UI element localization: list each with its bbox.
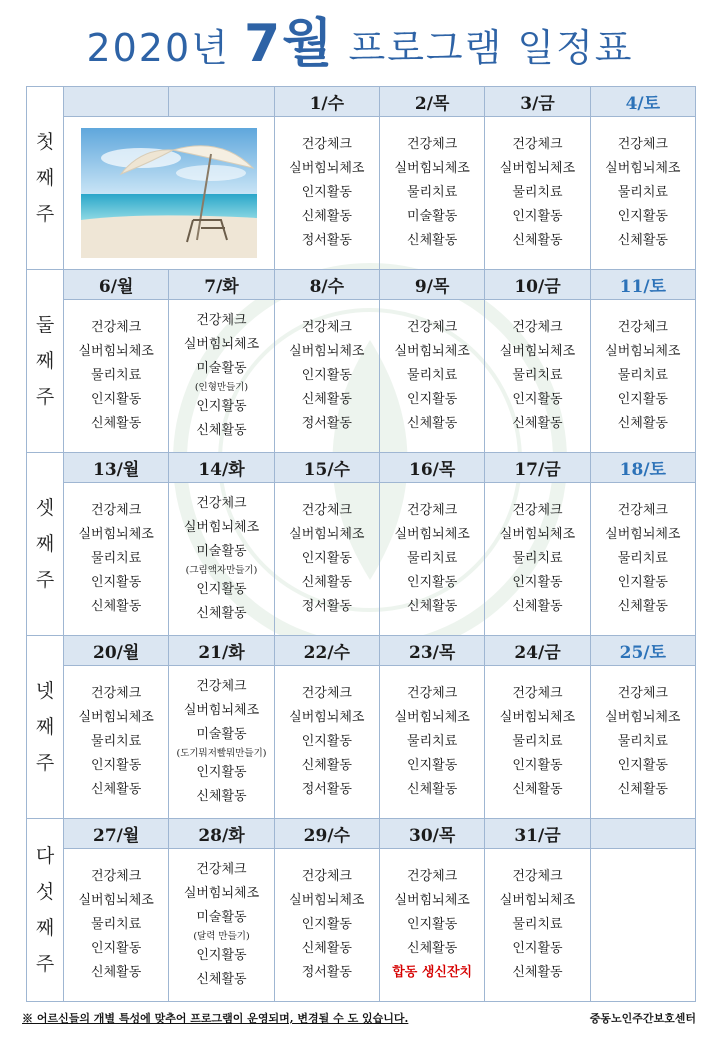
- activity-item: 인지활동: [512, 575, 563, 590]
- date-header: 25/토: [590, 636, 695, 666]
- activity-item: 물리치료: [512, 368, 563, 383]
- activity-item: 인지활동: [91, 758, 142, 773]
- week-label-char: 째: [35, 350, 55, 372]
- day-activities-cell: [64, 483, 169, 636]
- activity-item: 실버힘뇌체조: [499, 710, 576, 725]
- date-header: 22/수: [274, 636, 379, 666]
- activity-item: 정서활동: [301, 965, 352, 980]
- day-activities-cell: [379, 483, 484, 636]
- day-activities-cell: [274, 849, 379, 1002]
- activity-item: 인지활동: [617, 575, 668, 590]
- activity-item: 인지활동: [617, 392, 668, 407]
- activity-item: 건강체크: [617, 686, 668, 701]
- activity-item: 실버힘뇌체조: [183, 520, 260, 535]
- activity-item: 실버힘뇌체조: [499, 893, 576, 908]
- activity-item: 건강체크: [512, 503, 563, 518]
- day-activities-cell: [274, 666, 379, 819]
- activity-item: 신체활동: [196, 972, 247, 987]
- activity-item: 실버힘뇌체조: [394, 527, 470, 542]
- title-month: 7월: [243, 14, 335, 74]
- activity-item: (인형만들기): [194, 382, 249, 393]
- activity-item: 건강체크: [91, 503, 142, 518]
- activity-item: 실버힘뇌체조: [394, 161, 470, 176]
- activity-item: 신체활동: [301, 575, 352, 590]
- week-label-char: 째: [35, 533, 55, 555]
- week-activities-row: [27, 666, 696, 819]
- activity-item: 신체활동: [512, 599, 563, 614]
- date-header: 1/수: [274, 87, 379, 117]
- week-header-row: [27, 87, 696, 117]
- footer-organization: 중동노인주간보호센터: [589, 1012, 696, 1025]
- week-label-char: 째: [35, 167, 55, 189]
- activity-item: 인지활동: [301, 734, 352, 749]
- activity-item: 신체활동: [407, 233, 458, 248]
- day-activities-cell: [64, 117, 275, 270]
- day-activities-cell: [590, 117, 695, 270]
- activity-item: 미술활동: [196, 727, 247, 742]
- activity-item: 물리치료: [512, 917, 563, 932]
- activity-item: 신체활동: [91, 965, 142, 980]
- week-label-char: 셋: [35, 497, 55, 519]
- activity-item: 인지활동: [301, 917, 352, 932]
- week-label-char: 주: [35, 386, 55, 408]
- activity-item: 실버힘뇌체조: [605, 527, 681, 542]
- activity-item: 인지활동: [407, 392, 458, 407]
- day-activities-cell: [590, 483, 695, 636]
- activity-item: 신체활동: [301, 758, 352, 773]
- date-header: 8/수: [274, 270, 379, 300]
- activity-item: 물리치료: [512, 551, 563, 566]
- activity-item: 인지활동: [617, 209, 668, 224]
- activity-item: 물리치료: [617, 734, 668, 749]
- day-activities-cell: [485, 849, 590, 1002]
- activity-item: 건강체크: [512, 869, 563, 884]
- activity-item: 물리치료: [91, 734, 142, 749]
- week-activities-row: [27, 117, 696, 270]
- activity-item: 실버힘뇌체조: [183, 703, 260, 718]
- activity-item: 인지활동: [512, 209, 563, 224]
- activity-item: 신체활동: [617, 599, 668, 614]
- activity-item: 신체활동: [301, 209, 352, 224]
- activity-item: (달력 만들기): [193, 931, 250, 942]
- activity-item: 건강체크: [301, 503, 352, 518]
- activity-item: 물리치료: [617, 551, 668, 566]
- activity-item: 미술활동: [196, 361, 247, 376]
- activity-item: 실버힘뇌체조: [605, 344, 681, 359]
- activity-item: 인지활동: [512, 941, 563, 956]
- day-activities-cell: [379, 666, 484, 819]
- activity-item: 신체활동: [196, 606, 247, 621]
- date-header: 16/목: [379, 453, 484, 483]
- week-label-char: 주: [35, 203, 55, 225]
- page-title: [0, 14, 720, 74]
- activity-item: 실버힘뇌체조: [289, 161, 365, 176]
- week-header-row: [27, 636, 696, 666]
- date-header: 29/수: [274, 819, 379, 849]
- activity-item: 건강체크: [301, 686, 352, 701]
- activity-item: 건강체크: [407, 503, 458, 518]
- day-activities-cell: [169, 849, 274, 1002]
- activity-item: 신체활동: [512, 233, 563, 248]
- activity-item: 건강체크: [196, 862, 247, 877]
- activity-item: 정서활동: [301, 782, 352, 797]
- activity-item: 인지활동: [91, 941, 142, 956]
- activity-item: 물리치료: [512, 185, 563, 200]
- date-header: 21/화: [169, 636, 274, 666]
- day-activities-cell: [379, 849, 484, 1002]
- activity-item: 미술활동: [407, 209, 458, 224]
- date-header: 18/토: [590, 453, 695, 483]
- week-label-char: 둘: [35, 314, 55, 336]
- activity-item: 신체활동: [91, 416, 142, 431]
- activity-item: 실버힘뇌체조: [289, 893, 365, 908]
- date-header: 14/화: [169, 453, 274, 483]
- date-header: 24/금: [485, 636, 590, 666]
- activity-item: 인지활동: [196, 399, 247, 414]
- activity-item: 건강체크: [301, 869, 352, 884]
- week-header-row: [27, 819, 696, 849]
- day-activities-cell: [64, 300, 169, 453]
- week-label: [27, 819, 64, 1002]
- date-header: [590, 819, 695, 849]
- activity-item: 건강체크: [196, 679, 247, 694]
- activity-item: 실버힘뇌체조: [183, 337, 260, 352]
- activity-item: 신체활동: [617, 233, 668, 248]
- date-header: 30/목: [379, 819, 484, 849]
- week-label: [27, 636, 64, 819]
- activity-item: 실버힘뇌체조: [289, 344, 365, 359]
- activity-item: 건강체크: [512, 686, 563, 701]
- day-activities-cell: [379, 300, 484, 453]
- activity-item: 신체활동: [512, 782, 563, 797]
- week-label-char: 첫: [35, 131, 55, 153]
- date-header: 23/목: [379, 636, 484, 666]
- activity-item: 신체활동: [407, 782, 458, 797]
- activity-item: 신체활동: [512, 416, 563, 431]
- day-activities-cell: [379, 117, 484, 270]
- activity-item: 물리치료: [407, 368, 458, 383]
- date-header: 28/화: [169, 819, 274, 849]
- activity-item: 신체활동: [407, 941, 458, 956]
- activity-item: 정서활동: [301, 416, 352, 431]
- activity-item: 물리치료: [91, 368, 142, 383]
- week-label-char: 주: [35, 569, 55, 591]
- activity-item: 건강체크: [407, 869, 458, 884]
- activity-item: 인지활동: [301, 185, 352, 200]
- day-activities-cell: [169, 483, 274, 636]
- activity-item: 물리치료: [407, 551, 458, 566]
- week-header-row: [27, 270, 696, 300]
- activity-item: 신체활동: [617, 782, 668, 797]
- date-header: 10/금: [485, 270, 590, 300]
- date-header: 31/금: [485, 819, 590, 849]
- activity-item: 실버힘뇌체조: [183, 886, 260, 901]
- week-label-char: 넷: [35, 680, 55, 702]
- activity-item: 인지활동: [407, 758, 458, 773]
- activity-item: 건강체크: [196, 496, 247, 511]
- activity-item: 물리치료: [617, 368, 668, 383]
- date-header: 6/월: [64, 270, 169, 300]
- activity-item: 실버힘뇌체조: [605, 710, 681, 725]
- activity-item: 인지활동: [407, 575, 458, 590]
- day-activities-cell: [485, 483, 590, 636]
- day-activities-cell: [169, 666, 274, 819]
- day-activities-cell: [485, 666, 590, 819]
- activity-item: 실버힘뇌체조: [78, 893, 154, 908]
- activity-item: 인지활동: [196, 765, 247, 780]
- activity-item: 신체활동: [196, 789, 247, 804]
- activity-item: 실버힘뇌체조: [289, 710, 365, 725]
- activity-item: 미술활동: [196, 544, 247, 559]
- schedule-table: [26, 86, 696, 1002]
- day-activities-cell: [590, 849, 695, 1002]
- activity-item: 인지활동: [91, 575, 142, 590]
- date-header: 3/금: [485, 87, 590, 117]
- activity-item: 건강체크: [301, 320, 352, 335]
- activity-item: 건강체크: [407, 137, 458, 152]
- activity-item: 인지활동: [91, 392, 142, 407]
- activity-item: 실버힘뇌체조: [78, 527, 154, 542]
- date-header: [169, 87, 274, 117]
- day-activities-cell: [274, 117, 379, 270]
- beach-umbrella-image: [81, 128, 257, 258]
- activity-item: 물리치료: [407, 185, 458, 200]
- activity-item: 물리치료: [91, 917, 142, 932]
- date-header: [64, 87, 169, 117]
- activity-item: 실버힘뇌체조: [499, 527, 576, 542]
- week-label: [27, 270, 64, 453]
- activity-item: 건강체크: [91, 686, 142, 701]
- week-activities-row: [27, 300, 696, 453]
- title-rest: 프로그램 일정표: [348, 26, 634, 70]
- activity-item: 신체활동: [196, 423, 247, 438]
- day-activities-cell: [64, 849, 169, 1002]
- activity-item: 실버힘뇌체조: [78, 344, 154, 359]
- activity-item: 인지활동: [617, 758, 668, 773]
- date-header: 11/토: [590, 270, 695, 300]
- day-activities-cell: [590, 666, 695, 819]
- week-label-char: 주: [35, 953, 55, 975]
- activity-item: 물리치료: [407, 734, 458, 749]
- activity-item: 신체활동: [407, 416, 458, 431]
- activity-item: 실버힘뇌체조: [394, 710, 470, 725]
- date-header: 7/화: [169, 270, 274, 300]
- day-activities-cell: [590, 300, 695, 453]
- activity-item: 건강체크: [91, 869, 142, 884]
- activity-item: 건강체크: [617, 503, 668, 518]
- activity-item: 실버힘뇌체조: [394, 893, 470, 908]
- activity-item: 건강체크: [512, 137, 563, 152]
- activity-item: 인지활동: [407, 917, 458, 932]
- activity-item: 정서활동: [301, 233, 352, 248]
- activity-item: 신체활동: [91, 782, 142, 797]
- activity-item: 건강체크: [407, 686, 458, 701]
- date-header: 9/목: [379, 270, 484, 300]
- activity-item: 신체활동: [91, 599, 142, 614]
- activity-item: 물리치료: [617, 185, 668, 200]
- date-header: 2/목: [379, 87, 484, 117]
- activity-item: 건강체크: [91, 320, 142, 335]
- activity-item: 인지활동: [512, 758, 563, 773]
- week-label-char: 째: [35, 917, 55, 939]
- activity-item: 건강체크: [407, 320, 458, 335]
- day-activities-cell: [274, 300, 379, 453]
- activity-item: 실버힘뇌체조: [78, 710, 154, 725]
- day-activities-cell: [169, 300, 274, 453]
- activity-item: 건강체크: [617, 137, 668, 152]
- activity-item: 신체활동: [301, 941, 352, 956]
- activity-item: 건강체크: [512, 320, 563, 335]
- week-label-char: 주: [35, 752, 55, 774]
- activity-item: 실버힘뇌체조: [499, 344, 576, 359]
- activity-item: (그림액자만들기): [185, 565, 258, 576]
- activity-item: 인지활동: [301, 551, 352, 566]
- activity-item: (도기뭐저빨뭐만들기): [176, 748, 267, 759]
- activity-item: 정서활동: [301, 599, 352, 614]
- activity-item: 합동 생신잔치: [392, 965, 473, 980]
- activity-item: 물리치료: [91, 551, 142, 566]
- activity-item: 실버힘뇌체조: [499, 161, 576, 176]
- week-label-char: 다: [35, 845, 55, 867]
- week-activities-row: [27, 849, 696, 1002]
- week-activities-row: [27, 483, 696, 636]
- activity-item: 인지활동: [196, 948, 247, 963]
- activity-item: 실버힘뇌체조: [605, 161, 681, 176]
- activity-item: 신체활동: [512, 965, 563, 980]
- week-label-char: 섯: [35, 881, 55, 903]
- activity-item: 물리치료: [512, 734, 563, 749]
- activity-item: 신체활동: [301, 392, 352, 407]
- date-header: 27/월: [64, 819, 169, 849]
- week-label: [27, 453, 64, 636]
- activity-item: 실버힘뇌체조: [394, 344, 470, 359]
- day-activities-cell: [64, 666, 169, 819]
- activity-item: 인지활동: [301, 368, 352, 383]
- activity-item: 미술활동: [196, 910, 247, 925]
- activity-item: 실버힘뇌체조: [289, 527, 365, 542]
- activity-item: 인지활동: [512, 392, 563, 407]
- footer-note: ※ 어르신들의 개별 특성에 맞추어 프로그램이 운영되며, 변경될 수 도 있습니다.: [22, 1012, 409, 1025]
- activity-item: 건강체크: [617, 320, 668, 335]
- day-activities-cell: [485, 117, 590, 270]
- date-header: 15/수: [274, 453, 379, 483]
- activity-item: 신체활동: [407, 599, 458, 614]
- day-activities-cell: [274, 483, 379, 636]
- week-header-row: [27, 453, 696, 483]
- day-activities-cell: [485, 300, 590, 453]
- activity-item: 인지활동: [196, 582, 247, 597]
- date-header: 17/금: [485, 453, 590, 483]
- week-label-char: 째: [35, 716, 55, 738]
- activity-item: 건강체크: [196, 313, 247, 328]
- title-year: 2020년: [86, 26, 230, 70]
- date-header: 4/토: [590, 87, 695, 117]
- date-header: 20/월: [64, 636, 169, 666]
- date-header: 13/월: [64, 453, 169, 483]
- activity-item: 건강체크: [301, 137, 352, 152]
- week-label: [27, 87, 64, 270]
- activity-item: 신체활동: [617, 416, 668, 431]
